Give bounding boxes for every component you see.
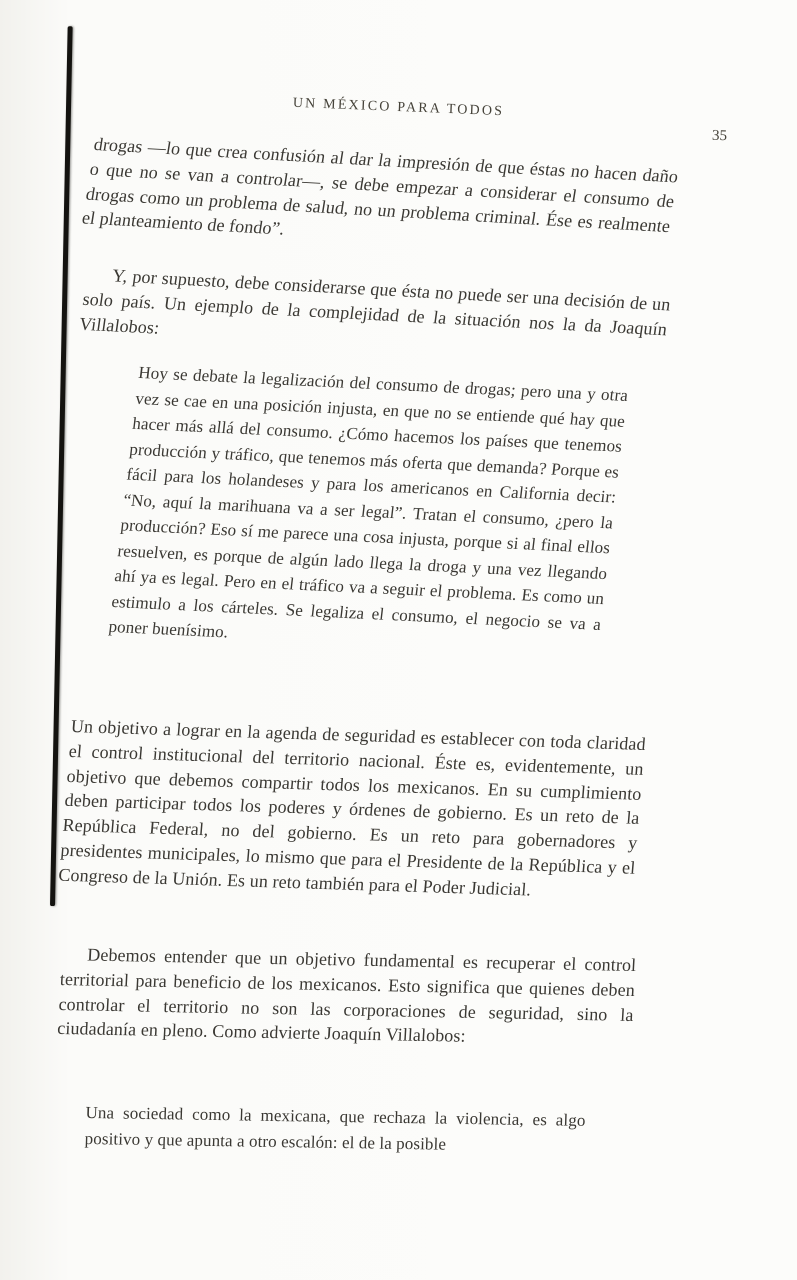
- block-quote: Una sociedad como la mexicana, que rechaza la violencia, es algo positivo y que apunta a otro escalón: el de la posible: [84, 1102, 586, 1154]
- paragraph: Un objetivo a lograr en la agenda de seguridad es establecer con toda claridad el control institucional del territorio nacional. Éste es, evidentemente, un objetivo que debemos compartir todos los mexicanos. En su cumplimiento deben participar todos los poderes y órdenes de gobierno. Es un reto de la República Federal, no del gobierno. Es un reto para gobernadores y presidentes municipales, lo mismo que para el Presidente de la República y el Congreso de la Unión. Es un reto también para el Poder Judicial.: [57, 715, 647, 900]
- block-quote: Hoy se debate la legalización del consumo de drogas; pero una y otra vez se cae en una posición injusta, en que no se entiende qué hay que hacer más allá del consumo. ¿Cómo hacemos los países que tenemos producción y tráfico, que tenemos más oferta que demanda? Porque es fácil para los holandeses y para los americanos en California decir: “No, aquí la marihuana va a ser legal”. Tratan el consumo, ¿pero la producción? Eso sí me parece una cosa injusta, porque si al final ellos resuelven, es porque de algún lado llega la droga y una vez llegando ahí ya es legal. Pero en el tráfico va a seguir el problema. Es como un estimulo a los cárteles. Se legaliza el consumo, el negocio se va a poner buenísimo.: [107, 362, 630, 642]
- page-number: 35: [711, 127, 728, 145]
- running-header-title: UN MÉXICO PARA TODOS: [292, 95, 505, 120]
- paragraph-continuation: drogas —lo que crea confusión al dar la impresión de que éstas no hacen daño o que no se van a controlar—, se debe empezar a considerar el consumo de drogas como un problema de salud, no un problema criminal. Ése es realmente el planteamiento de fondo”.: [80, 133, 680, 240]
- paragraph: Debemos entender que un objetivo fundamental es recuperar el control territorial para beneficio de los mexicanos. Esto significa que quienes deben controlar el territorio no son las corporaciones de seguridad, sino la ciudadanía en pleno. Como advierte Joaquín Villalobos:: [56, 944, 637, 1047]
- paragraph: Y, por supuesto, debe considerarse que ésta no puede ser una decisión de un solo país. Un ejemplo de la complejidad de la situación nos la da Joaquín Villalobos:: [77, 265, 672, 340]
